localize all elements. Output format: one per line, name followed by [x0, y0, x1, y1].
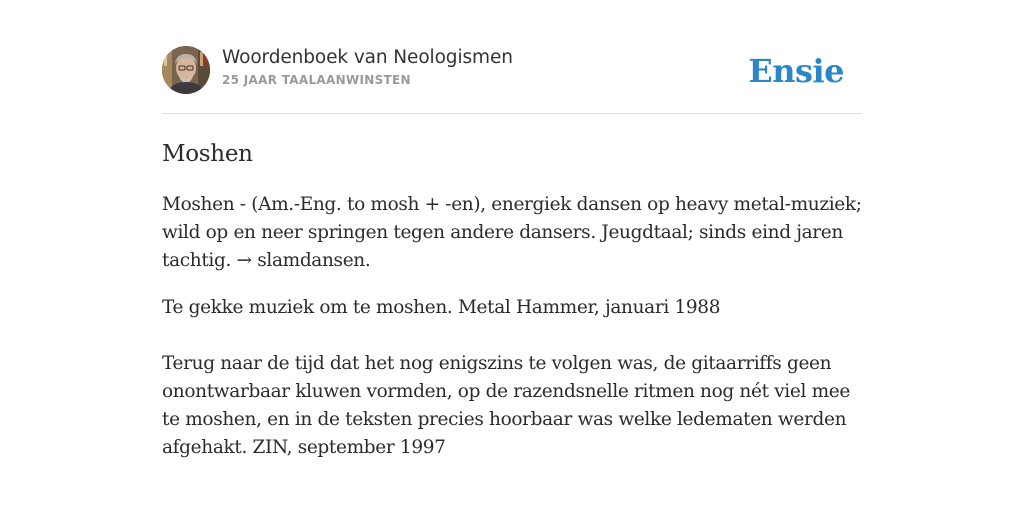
- page-title: Moshen: [162, 141, 253, 167]
- crossref-link[interactable]: slamdansen: [257, 250, 365, 271]
- author-block: [222, 46, 513, 87]
- quote-2: Terug naar de tijd dat het nog enigszins te volgen was, de gitaarriffs geen onontwarbaar kluwen vormden, op de razendsnelle ritmen nog nét viel mee te moshen, en in de teksten precies hoorbaar was welke ledematen werden afgehakt. ZIN, september 1997: [162, 353, 850, 458]
- definition-text: Moshen - (Am.-Eng. to mosh + -en), energiek dansen op heavy metal-muziek; wild op en neer springen tegen andere dansers. Jeugdtaal; sinds eind jaren tachtig.: [162, 194, 862, 271]
- card-header: [162, 46, 862, 114]
- author-subtitle: 25 JAAR TAALAANWINSTEN: [222, 73, 411, 87]
- arrow-right-icon: →: [236, 250, 252, 271]
- definition: [162, 191, 862, 275]
- avatar-portrait-icon: [162, 46, 210, 94]
- ensie-logo[interactable]: Ensie: [748, 52, 844, 90]
- definition-end: .: [364, 250, 371, 271]
- avatar[interactable]: [162, 46, 210, 94]
- author-name[interactable]: Woordenboek van Neologismen: [222, 47, 513, 68]
- entry-card: [162, 46, 862, 462]
- quote-1: Te gekke muziek om te moshen. Metal Hammer, januari 1988: [162, 297, 721, 318]
